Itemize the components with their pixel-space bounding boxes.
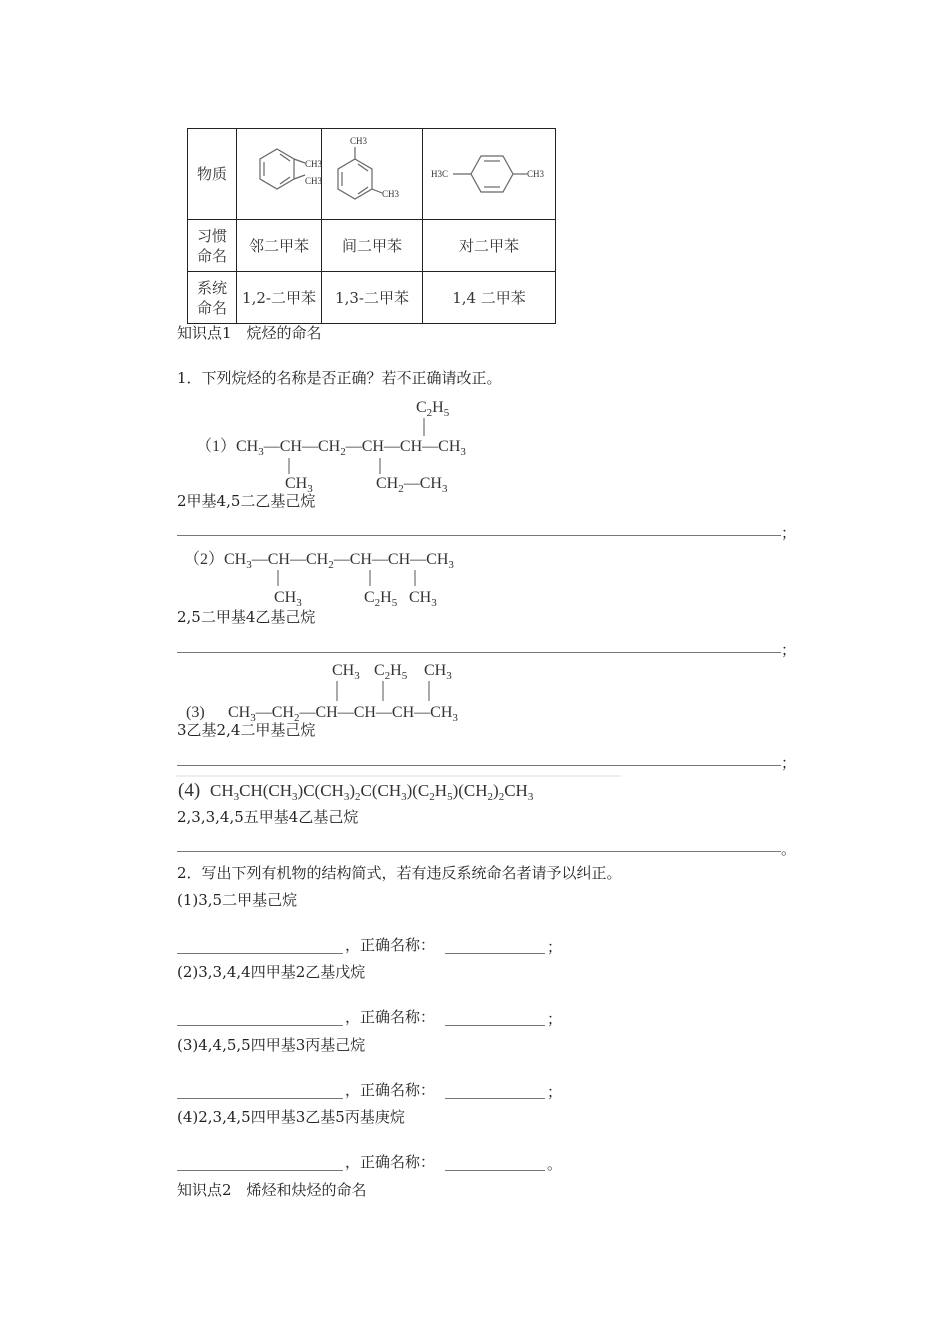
svg-text:CH3: $CH_3$ — [409, 589, 437, 609]
correct-name-blank-3[interactable] — [445, 1098, 545, 1099]
svg-text:CH3—CH2—CH—CH—CH—CH3: $CH_3—CH_2—CH—CH—CH—CH_3$ — [228, 704, 458, 724]
row-header-systematic-name: 系统 命名 — [188, 272, 237, 324]
row-header-common-name: 习惯 命名 — [188, 220, 237, 272]
xylene-table — [187, 128, 556, 324]
structure-3 — [180, 655, 520, 725]
end-punct: 。 — [547, 1155, 563, 1173]
correct-name-label: ，正确名称： — [345, 1153, 436, 1171]
systematic-name-ortho: 1,2-二甲苯 — [237, 272, 322, 324]
answer-line-4[interactable] — [177, 851, 781, 852]
correct-name-blank-2[interactable] — [445, 1025, 545, 1026]
question-2-prompt: 2．写出下列有机物的结构简式，若有违反系统命名者请予以纠正。 — [177, 864, 622, 882]
given-name-4: 2,3,3,4,5五甲基4乙基己烷 — [177, 808, 359, 826]
answer-line-1[interactable] — [177, 535, 781, 536]
ortho-xylene-diagram — [237, 129, 321, 215]
correct-name-blank-1[interactable] — [445, 953, 545, 954]
answer-line-2[interactable] — [177, 652, 781, 653]
structure-2 — [178, 542, 498, 612]
structure-blank-3[interactable] — [177, 1098, 343, 1099]
section-heading-kp2: 知识点2 烯烃和炔烃的命名 — [177, 1181, 367, 1199]
svg-text:CH3: $CH_3$ — [274, 589, 302, 609]
structure-blank-2[interactable] — [177, 1025, 343, 1026]
correct-name-label: ，正确名称： — [345, 1081, 436, 1099]
svg-text:CH2—CH3: $CH_2—CH_3$ — [376, 475, 448, 495]
given-name-2: 2,5二甲基4乙基己烷 — [177, 608, 316, 626]
meta-xylene-diagram — [322, 129, 422, 215]
svg-text:CH3: $CH_3$ — [424, 662, 452, 682]
svg-text:CH3—CH—CH2—CH—CH—CH3: $CH_3—CH—CH_2—CH—CH—CH_3$ — [236, 438, 466, 458]
svg-text:C2H5: $C_2H_5$ — [364, 589, 398, 609]
end-punct: ； — [781, 641, 797, 659]
para-xylene-structure — [423, 129, 556, 220]
methyl-label: CH3 — [305, 176, 321, 186]
item-label: (3) — [186, 704, 205, 721]
structure-blank-1[interactable] — [177, 953, 343, 954]
methyl-label: CH3 — [527, 169, 545, 179]
given-name-3: 3乙基2,4二甲基己烷 — [177, 721, 316, 739]
q2-item-3-name: (3)4,4,5,5四甲基3丙基己烷 — [177, 1036, 366, 1054]
svg-text:C2H5: $C_2H_5$ — [416, 399, 450, 419]
svg-text:CH3CH(CH3)C(CH3)2C(CH3)(C2H5)(: $CH_3CH(CH_3)C(CH_3)_2C(CH_3)(C_2H_5)(CH_2)_2CH_3$ — [210, 781, 534, 803]
methyl-label: CH3 — [350, 136, 368, 146]
ortho-xylene-structure — [237, 129, 322, 220]
section-heading-kp1: 知识点1 烷烃的命名 — [177, 324, 322, 342]
methyl-label: CH3 — [382, 189, 400, 199]
systematic-name-para: 1,4 二甲苯 — [423, 272, 556, 324]
correct-name-blank-4[interactable] — [445, 1170, 545, 1171]
row-header-substance: 物质 — [188, 129, 237, 220]
structure-blank-4[interactable] — [177, 1170, 343, 1171]
svg-text:C2H5: $C_2H_5$ — [374, 662, 408, 682]
systematic-name-meta: 1,3-二甲苯 — [322, 272, 423, 324]
end-punct: ； — [781, 524, 797, 542]
question-1-prompt: 1．下列烷烃的名称是否正确？若不正确请改正。 — [177, 369, 502, 387]
end-punct: ； — [781, 754, 797, 772]
end-punct: ； — [547, 1083, 563, 1101]
common-name-para: 对二甲苯 — [423, 220, 556, 272]
common-name-ortho: 邻二甲苯 — [237, 220, 322, 272]
end-punct: 。 — [781, 840, 797, 858]
para-xylene-diagram — [423, 129, 555, 215]
q2-item-2-name: (2)3,3,4,4四甲基2乙基戊烷 — [177, 963, 366, 981]
correct-name-label: ，正确名称： — [345, 1008, 436, 1026]
item-label: （2） — [184, 551, 225, 568]
answer-line-3[interactable] — [177, 765, 781, 766]
svg-text:CH3: $CH_3$ — [332, 662, 360, 682]
svg-text:CH3—CH—CH2—CH—CH—CH3: $CH_3—CH—CH_2—CH—CH—CH_3$ — [224, 551, 454, 571]
svg-text:(4): (4) — [178, 780, 201, 801]
methyl-label: H3C — [431, 169, 449, 179]
item-label: （1） — [196, 438, 237, 455]
methyl-label: CH3 — [305, 159, 321, 169]
structure-4-formula — [176, 774, 626, 804]
meta-xylene-structure — [322, 129, 423, 220]
given-name-1: 2甲基4,5二乙基己烷 — [177, 492, 316, 510]
svg-text:CH3: $CH_3$ — [285, 475, 313, 495]
q2-item-1-name: (1)3,5二甲基己烷 — [177, 891, 298, 909]
structure-1 — [190, 392, 510, 496]
end-punct: ； — [547, 938, 563, 956]
q2-item-4-name: (4)2,3,4,5四甲基3乙基5丙基庚烷 — [177, 1108, 405, 1126]
correct-name-label: ，正确名称： — [345, 936, 436, 954]
common-name-meta: 间二甲苯 — [322, 220, 423, 272]
end-punct: ； — [547, 1010, 563, 1028]
